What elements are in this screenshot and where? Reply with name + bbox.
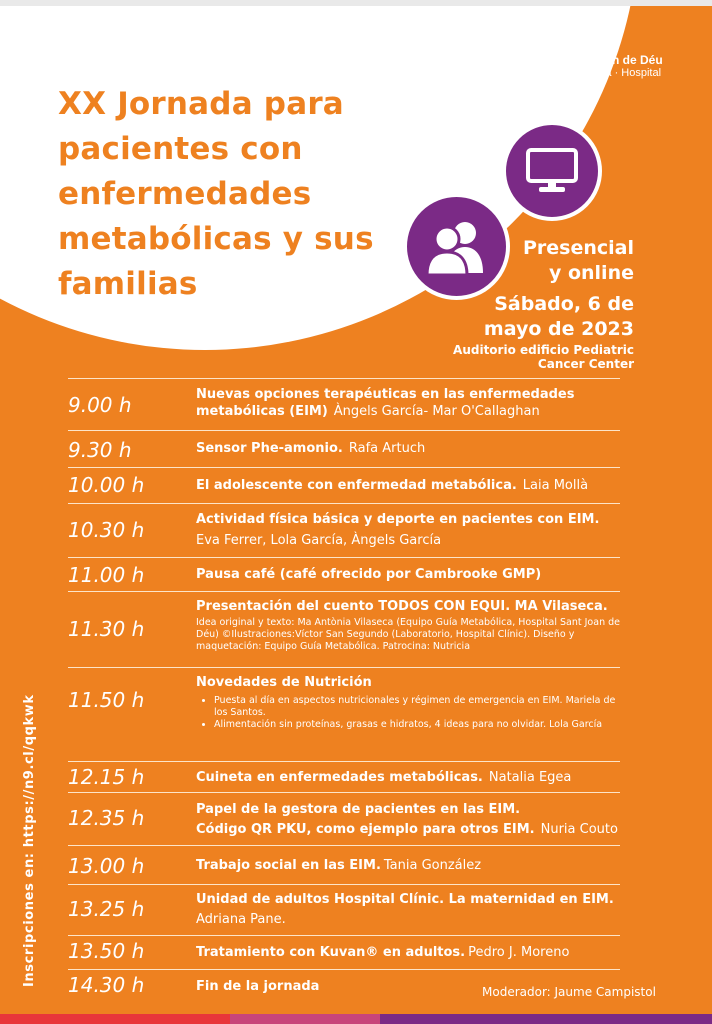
schedule-content — [196, 511, 620, 548]
schedule-row — [68, 762, 620, 793]
schedule-content — [196, 477, 620, 494]
schedule-row — [68, 468, 620, 504]
schedule-time: 9.00 h — [68, 393, 132, 417]
date-line-1: Sábado, 6 de — [494, 293, 634, 315]
schedule-time: 11.00 h — [68, 563, 145, 587]
schedule-row — [68, 558, 620, 592]
schedule-row — [68, 793, 620, 846]
schedule-time: 10.30 h — [68, 518, 145, 542]
talk-title: Cuineta en enfermedades metabólicas. Natalia Egea — [196, 770, 572, 785]
schedule-row — [68, 936, 620, 970]
speaker-name: Nuria Couto — [540, 822, 618, 837]
schedule-time: 11.30 h — [68, 617, 145, 641]
event-mode — [523, 236, 634, 286]
schedule-row — [68, 379, 620, 431]
schedule-time: 12.15 h — [68, 765, 145, 789]
schedule-row — [68, 504, 620, 558]
monitor-icon — [502, 121, 602, 221]
talk-title: Novedades de Nutrición — [196, 675, 372, 690]
speaker-name: Eva Ferrer, Lola García, Àngels García — [196, 533, 442, 548]
speaker-name: Adriana Pane. — [196, 912, 286, 927]
schedule-time: 14.30 h — [68, 973, 145, 997]
schedule-row — [68, 846, 620, 885]
talk-title: Fin de la jornada — [196, 979, 320, 994]
top-strip — [0, 0, 712, 6]
registration-text: Inscripciones en: https://n9.cl/qqkwk — [22, 694, 37, 987]
schedule-content — [196, 386, 620, 420]
schedule-time: 10.00 h — [68, 473, 145, 497]
talk-title-2: Código QR PKU, como ejemplo para otros EIM. Nuria Couto — [196, 822, 618, 837]
speaker-name: Laia Mollà — [522, 478, 589, 493]
talk-note: Idea original y texto: Ma Antònia Vilaseca (Equipo Guía Metabólica, Hospital Sant Joan de Déu) ©Ilustraciones:Víctor San Segundo (Laboratorio, Hospital Clínic). Diseño y maquetación: Equipo Guía Metabólica. Patrocina: Nutricia — [196, 617, 620, 652]
schedule-time: 13.50 h — [68, 939, 145, 963]
bullet-item: • Puesta al día en aspectos nutricionales y régimen de emergencia en EIM. Mariela de los Santos. — [214, 695, 620, 719]
bullet-item: • Alimentación sin proteínas, grasas e hidratos, 4 ideas para no olvidar. Lola García — [214, 719, 620, 731]
talk-bullets — [196, 695, 620, 731]
schedule-content — [196, 598, 620, 653]
event-venue — [453, 343, 634, 371]
schedule-row — [68, 885, 620, 936]
schedule-content — [196, 440, 620, 457]
talk-title: Unidad de adultos Hospital Clínic. La maternidad en EIM. — [196, 892, 614, 907]
talk-title: Sensor Phe-amonio. Rafa Artuch — [196, 441, 426, 456]
schedule-content — [196, 944, 620, 961]
talk-title: Nuevas opciones terapéuticas en las enfermedades metabólicas (EIM) Àngels García- Mar O'Callaghan — [196, 387, 575, 419]
schedule-row — [68, 592, 620, 668]
talk-title: Pausa café (café ofrecido por Cambrooke GMP) — [196, 567, 542, 582]
schedule-content — [196, 891, 620, 927]
schedule-time: 13.00 h — [68, 854, 145, 878]
event-date — [484, 292, 634, 342]
venue-line-2: Cancer Center — [537, 357, 634, 371]
logo-mark: SJD — [492, 50, 552, 83]
logo-subtitle: Barcelona · Hospital — [562, 67, 662, 79]
logo-name: Sant Joan de Déu — [562, 53, 663, 67]
bottom-bar-purple — [380, 1014, 712, 1024]
mode-line-2: y online — [548, 262, 634, 284]
talk-title: Trabajo social en las EIM. Tania González — [196, 858, 482, 873]
moderator: Moderador: Jaume Campistol — [482, 985, 656, 999]
talk-title: Papel de la gestora de pacientes en las EIM. — [196, 802, 521, 817]
schedule-row — [68, 668, 620, 762]
schedule-content — [196, 769, 620, 786]
talk-title: Presentación del cuento TODOS CON EQUI. MA Vilaseca. — [196, 599, 608, 614]
venue-line-1: Auditorio edificio Pediatric — [453, 343, 634, 357]
bottom-bar-red — [0, 1014, 230, 1024]
schedule-time: 12.35 h — [68, 806, 145, 830]
event-title: XX Jornada para pacientes con enfermedades metabólicas y sus familias — [58, 86, 374, 302]
speaker-name: Àngels García- Mar O'Callaghan — [333, 404, 540, 419]
speaker-name: Tania González — [383, 858, 482, 873]
schedule-content — [196, 674, 620, 731]
schedule-content — [196, 857, 620, 874]
talk-title: Actividad física básica y deporte en pacientes con EIM. — [196, 512, 600, 527]
registration-vertical — [8, 692, 36, 987]
schedule-time: 13.25 h — [68, 897, 145, 921]
speaker-name: Natalia Egea — [488, 770, 572, 785]
date-line-2: mayo de 2023 — [483, 318, 634, 340]
schedule-content — [196, 801, 620, 838]
speaker-name: Pedro J. Moreno — [468, 945, 570, 960]
talk-title: El adolescente con enfermedad metabólica. Laia Mollà — [196, 478, 589, 493]
talk-title: Tratamiento con Kuvan® en adultos. Pedro J. Moreno — [196, 945, 570, 960]
schedule-content — [196, 566, 620, 583]
speaker-name: Rafa Artuch — [348, 441, 426, 456]
schedule-row — [68, 431, 620, 468]
schedule — [68, 378, 620, 1004]
schedule-time: 11.50 h — [68, 688, 145, 712]
mode-line-1: Presencial — [522, 237, 634, 259]
schedule-time: 9.30 h — [68, 438, 132, 462]
people-icon — [403, 193, 510, 300]
bottom-bar-pink — [230, 1014, 380, 1024]
